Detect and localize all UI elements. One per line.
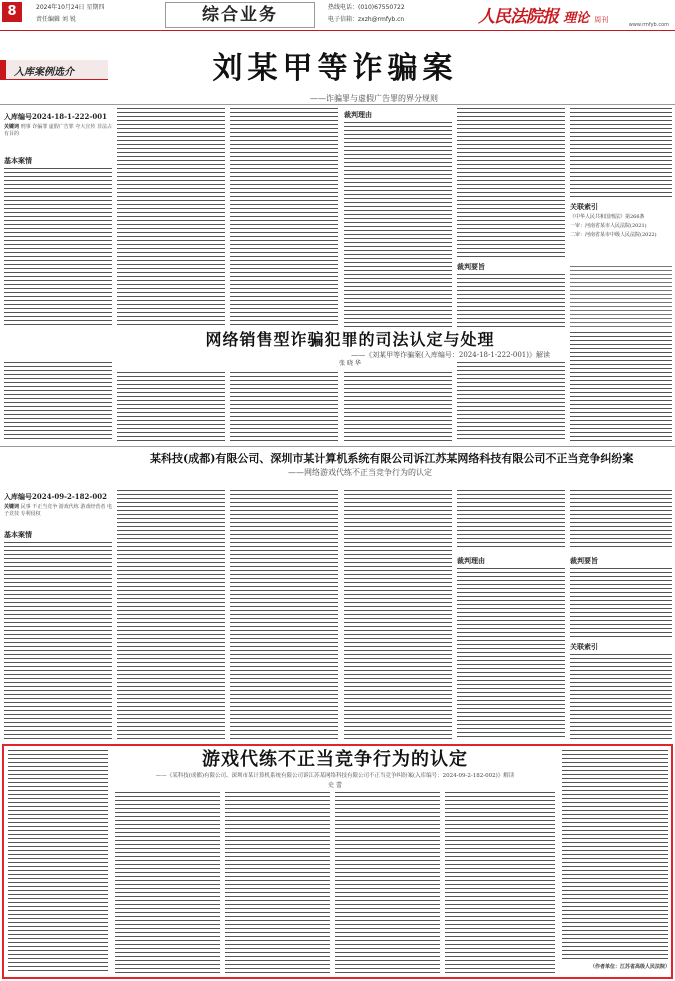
website: www.rmfyb.com xyxy=(628,22,669,28)
issue-date: 2024年10月24日 星期四 xyxy=(36,4,105,11)
story1-entry-no: 入库编号2024-18-1-222-001 xyxy=(4,112,107,121)
story4-headline xyxy=(115,748,555,790)
story3-entry-no: 入库编号2024-09-2-182-002 xyxy=(4,492,107,501)
paper-name: 人民法院报 xyxy=(478,7,558,27)
story3-basic-facts-label: 基本案情 xyxy=(4,530,32,539)
section-title-box xyxy=(165,2,315,28)
story2-author: 张 晓 华 xyxy=(339,360,361,367)
story4-title: 游戏代练不正当竞争行为的认定 xyxy=(202,749,468,770)
story3-refs-label: 关联索引 xyxy=(570,642,598,651)
story1-basic-facts-label: 基本案情 xyxy=(4,156,32,165)
story1-ref-1: 《中华人民共和国刑法》第266条 xyxy=(570,214,645,220)
story3-ruling-label: 裁判理由 xyxy=(457,556,485,565)
story1-headline xyxy=(170,52,500,86)
story3-title: 某科技(成都)有限公司、深圳市某计算机系统有限公司诉江苏某网络科技有限公司不正当竞争纠纷案 xyxy=(150,452,634,465)
banner-label: 入库案例选介 xyxy=(14,67,74,78)
hotline: 热线电话：(010)67550722 xyxy=(328,4,405,11)
section-title: 综合业务 xyxy=(202,5,278,25)
story4-author: 史 蕾 xyxy=(328,782,342,789)
story1-title: 刘某甲等诈骗案 xyxy=(212,51,458,86)
supplement-name: 理论 xyxy=(563,11,590,26)
weekly-label: 周刊 xyxy=(594,16,609,24)
featured-cases-banner xyxy=(0,60,108,80)
story1-keywords: 刑事 诈骗罪 虚假广告罪 夸大宣传 非法占有目的 xyxy=(4,124,112,137)
story4-subtitle: ——《某科技(成都)有限公司、深圳市某计算机系统有限公司诉江苏某网络科技有限公司不正当竞争纠纷案(入库编号：2024-09-2-182-002)》解读 xyxy=(155,773,515,779)
story2-subtitle: ——《刘某甲等诈骗案(入库编号：2024-18-1-222-001)》解读 xyxy=(351,351,550,359)
page-number: 8 xyxy=(7,4,17,19)
story3-gist-label: 裁判要旨 xyxy=(570,556,598,565)
email: 电子信箱：zxzh@rmfyb.cn xyxy=(328,16,405,23)
story1-ruling-label: 裁判理由 xyxy=(344,110,372,119)
story3-headline xyxy=(150,452,634,480)
story3-keywords-label: 关键词 xyxy=(4,504,20,510)
story1-keywords-label: 关键词 xyxy=(4,124,20,130)
story3-subtitle: ——网络游戏代练不正当竞争行为的认定 xyxy=(288,468,432,477)
story1-refs-label: 关联索引 xyxy=(570,202,598,211)
story4-byline-end: （作者单位：江苏省高级人民法院） xyxy=(589,964,670,970)
story1-ref-3: 二审：河南省某市中级人民法院(2022) xyxy=(570,232,657,238)
editor-credit: 责任编辑 刘 锐 xyxy=(36,16,76,23)
story1-gist-label: 裁判要旨 xyxy=(457,262,485,271)
story1-ref-2: 一审：河南省某市人民法院(2021) xyxy=(570,223,647,229)
page-number-box xyxy=(2,2,22,22)
story2-title: 网络销售型诈骗犯罪的司法认定与处理 xyxy=(205,330,495,349)
story3-keywords: 民事 不正当竞争 游戏代练 游戏经营者 电子竞技 专利侵权 xyxy=(4,504,112,517)
story1-subtitle: ——诈骗罪与虚假广告罪的界分规则 xyxy=(310,94,438,103)
